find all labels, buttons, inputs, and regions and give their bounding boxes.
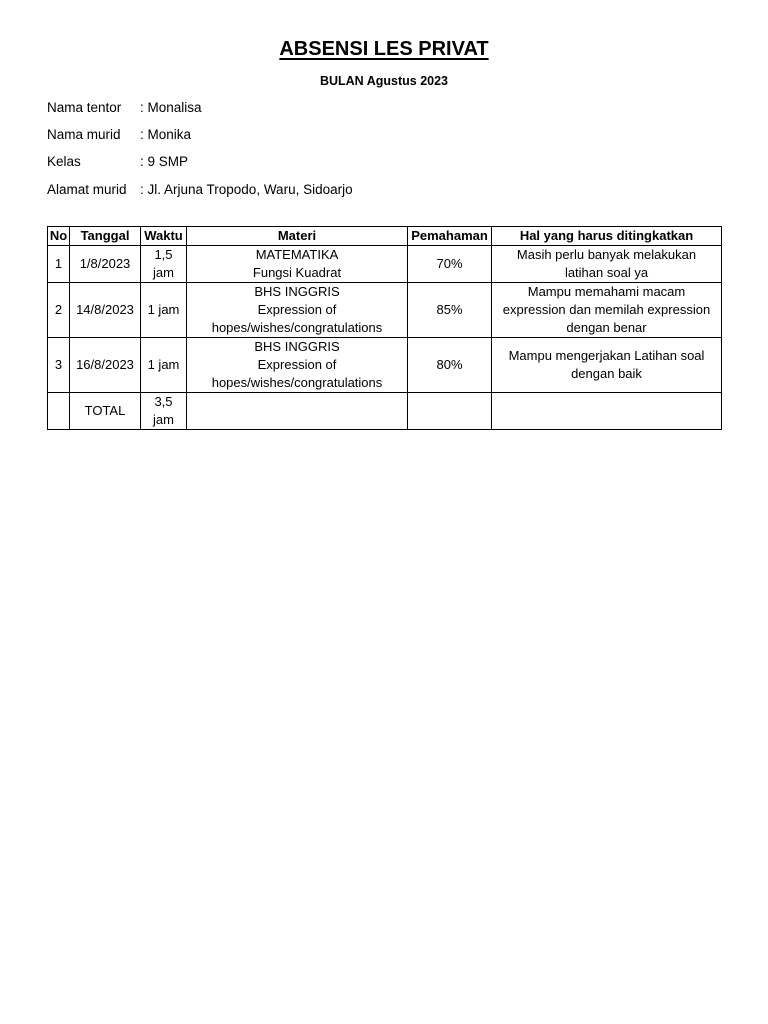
cell-materi xyxy=(187,283,408,338)
cell-line: Expression of xyxy=(257,302,337,317)
cell-line: Mampu memahami macam xyxy=(527,284,686,299)
table-total-row xyxy=(48,393,722,430)
cell-tanggal: 16/8/2023 xyxy=(70,338,141,393)
info-label: Kelas xyxy=(47,154,81,169)
cell-tanggal: 1/8/2023 xyxy=(70,246,141,283)
table-header-row xyxy=(48,227,722,246)
cell-line: jam xyxy=(153,412,174,427)
cell-line: BHS INGGRIS xyxy=(254,284,340,299)
cell-line: jam xyxy=(153,265,174,280)
table-row xyxy=(48,283,722,338)
info-label: Alamat murid xyxy=(47,182,127,197)
cell-hal xyxy=(492,338,722,393)
cell-pemahaman xyxy=(408,393,492,430)
cell-materi xyxy=(187,246,408,283)
info-label: Nama tentor xyxy=(47,100,122,115)
cell-line: BHS INGGRIS xyxy=(254,339,340,354)
cell-line: 1 jam xyxy=(147,302,180,317)
cell-line: expression dan memilah expression xyxy=(502,302,711,317)
cell-line: Expression of xyxy=(257,357,337,372)
header-hal: Hal yang harus ditingkatkan xyxy=(492,227,722,246)
cell-line: dengan baik xyxy=(571,366,642,381)
cell-line: dengan benar xyxy=(566,320,647,335)
info-value: : Jl. Arjuna Tropodo, Waru, Sidoarjo xyxy=(140,182,353,197)
cell-line: Masih perlu banyak melakukan xyxy=(516,247,697,262)
cell-no: 3 xyxy=(48,338,70,393)
cell-line: Mampu mengerjakan Latihan soal xyxy=(508,348,705,363)
cell-pemahaman: 85% xyxy=(408,283,492,338)
header-no: No xyxy=(48,227,70,246)
cell-tanggal: 14/8/2023 xyxy=(70,283,141,338)
cell-line: hopes/wishes/congratulations xyxy=(211,375,383,390)
cell-pemahaman: 80% xyxy=(408,338,492,393)
cell-line: latihan soal ya xyxy=(564,265,649,280)
cell-hal xyxy=(492,246,722,283)
table-row xyxy=(48,246,722,283)
document-title: ABSENSI LES PRIVAT xyxy=(279,38,489,60)
cell-line: MATEMATIKA xyxy=(255,247,339,262)
info-label: Nama murid xyxy=(47,127,121,142)
cell-total-waktu xyxy=(141,393,187,430)
info-value: : Monika xyxy=(140,127,192,142)
cell-pemahaman: 70% xyxy=(408,246,492,283)
cell-line: 1,5 xyxy=(154,247,173,262)
cell-line: Fungsi Kuadrat xyxy=(252,265,342,280)
cell-waktu xyxy=(141,246,187,283)
info-value: : Monalisa xyxy=(140,100,202,115)
cell-no: 2 xyxy=(48,283,70,338)
cell-waktu xyxy=(141,283,187,338)
header-materi: Materi xyxy=(187,227,408,246)
cell-no: 1 xyxy=(48,246,70,283)
cell-hal xyxy=(492,393,722,430)
cell-line: hopes/wishes/congratulations xyxy=(211,320,383,335)
cell-materi xyxy=(187,338,408,393)
header-waktu: Waktu xyxy=(141,227,187,246)
cell-no xyxy=(48,393,70,430)
cell-line: 1 jam xyxy=(147,357,180,372)
info-value: : 9 SMP xyxy=(140,154,189,169)
header-pemahaman: Pemahaman xyxy=(408,227,492,246)
table-row xyxy=(48,338,722,393)
document-subtitle: BULAN Agustus 2023 xyxy=(319,74,449,88)
cell-hal xyxy=(492,283,722,338)
attendance-table xyxy=(47,226,722,430)
cell-waktu xyxy=(141,338,187,393)
header-tanggal: Tanggal xyxy=(70,227,141,246)
cell-materi xyxy=(187,393,408,430)
cell-line: 3,5 xyxy=(154,394,173,409)
cell-total-label: TOTAL xyxy=(70,393,141,430)
